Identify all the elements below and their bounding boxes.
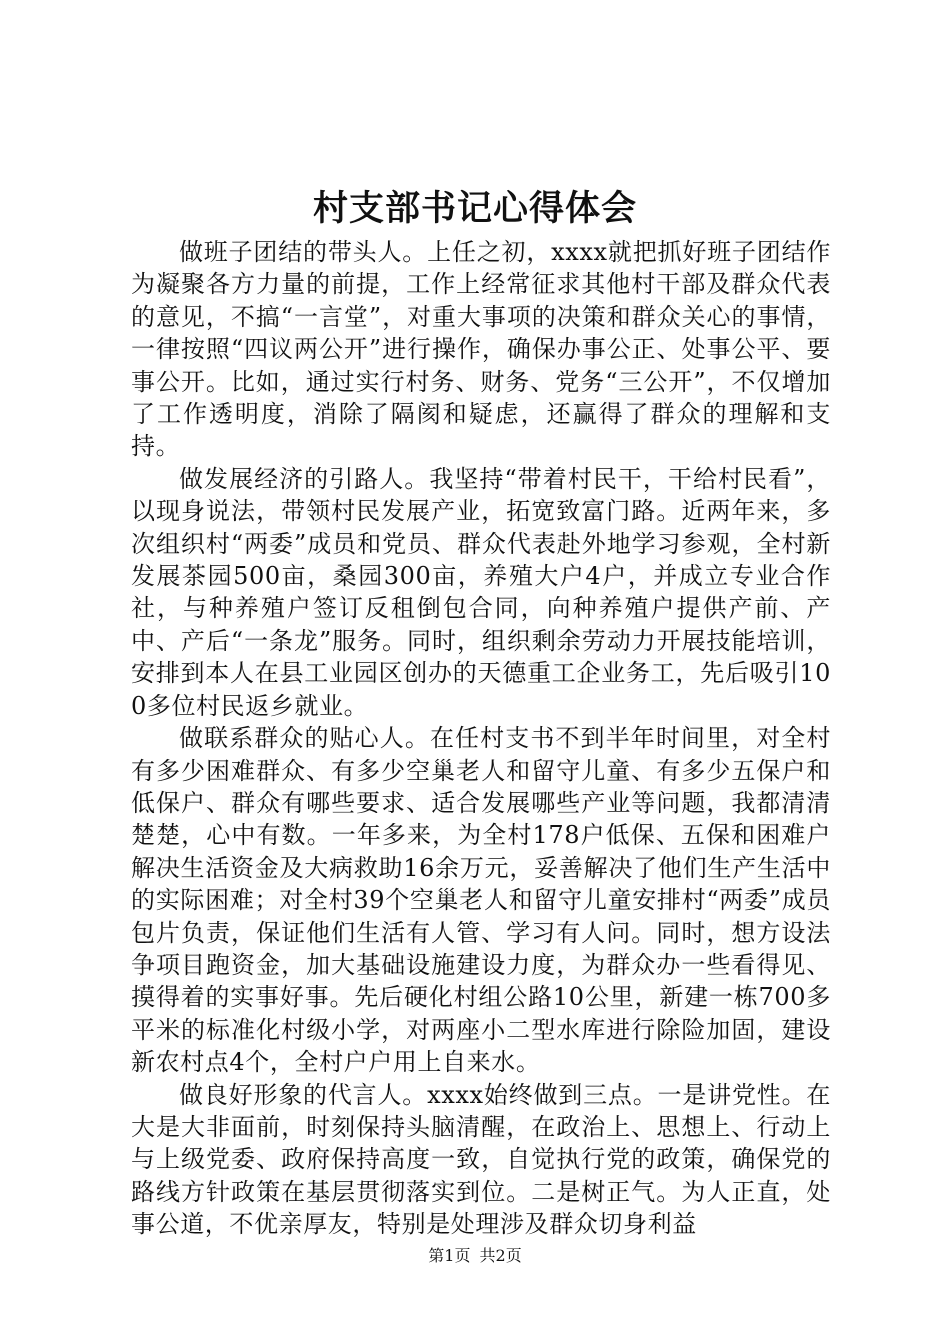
page-total: 共2页 <box>479 1246 522 1265</box>
paragraph-3: 做联系群众的贴心人。在任村支书不到半年时间里，对全村有多少困难群众、有多少空巢老人和留守儿童、有多少五保户和低保户、群众有哪些要求、适合发展哪些产业等问题，我都清清楚楚，心中有数。一年多来，为全村178户低保、五保和困难户解决生活资金及大病救助16余万元，妥善解决了他们生产生活中的实际困难；对全村39个空巢老人和留守儿童安排村“两委”成员包片负责，保证他们生活有人管、学习有人问。同时，想方设法争项目跑资金，加大基础设施建设力度，为群众办一些看得见、摸得着的实事好事。先后硬化村组公路10公里，新建一栋700多平米的标准化村级小学，对两座小二型水库进行除险加固，建设新农村点4个，全村户户用上自来水。 <box>131 724 831 1077</box>
paragraph-1: 做班子团结的带头人。上任之初，xxxx就把抓好班子团结作为凝聚各方力量的前提，工作上经常征求其他村干部及群众代表的意见，不搞“一言堂”，对重大事项的决策和群众关心的事情，一律按照“四议两公开”进行操作，确保办事公正、处事公平、要事公开。比如，通过实行村务、财务、党务“三公开”，不仅增加了工作透明度，消除了隔阂和疑虑，还赢得了群众的理解和支持。 <box>131 238 831 461</box>
paragraph-2: 做发展经济的引路人。我坚持“带着村民干，干给村民看”，以现身说法，带领村民发展产业，拓宽致富门路。近两年来，多次组织村“两委”成员和党员、群众代表赴外地学习参观，全村新发展茶园500亩，桑园300亩，养殖大户4户，并成立专业合作社，与种养殖户签订反租倒包合同，向种养殖户提供产前、产中、产后“一条龙”服务。同时，组织剩余劳动力开展技能培训，安排到本人在县工业园区创办的天德重工企业务工，先后吸引100多位村民返乡就业。 <box>131 464 831 720</box>
paragraph-4: 做良好形象的代言人。xxxx始终做到三点。一是讲党性。在大是大非面前，时刻保持头脑清醒，在政治上、思想上、行动上与上级党委、政府保持高度一致，自觉执行党的政策，确保党的路线方针政策在基层贯彻落实到位。二是树正气。为人正直，处事公道，不优亲厚友，特别是处理涉及群众切身利益 <box>131 1080 831 1239</box>
document-body <box>131 236 831 1241</box>
page-title: 村支部书记心得体会 <box>312 188 637 229</box>
page-number: 第1页 <box>428 1246 471 1265</box>
page-footer <box>0 1246 950 1266</box>
